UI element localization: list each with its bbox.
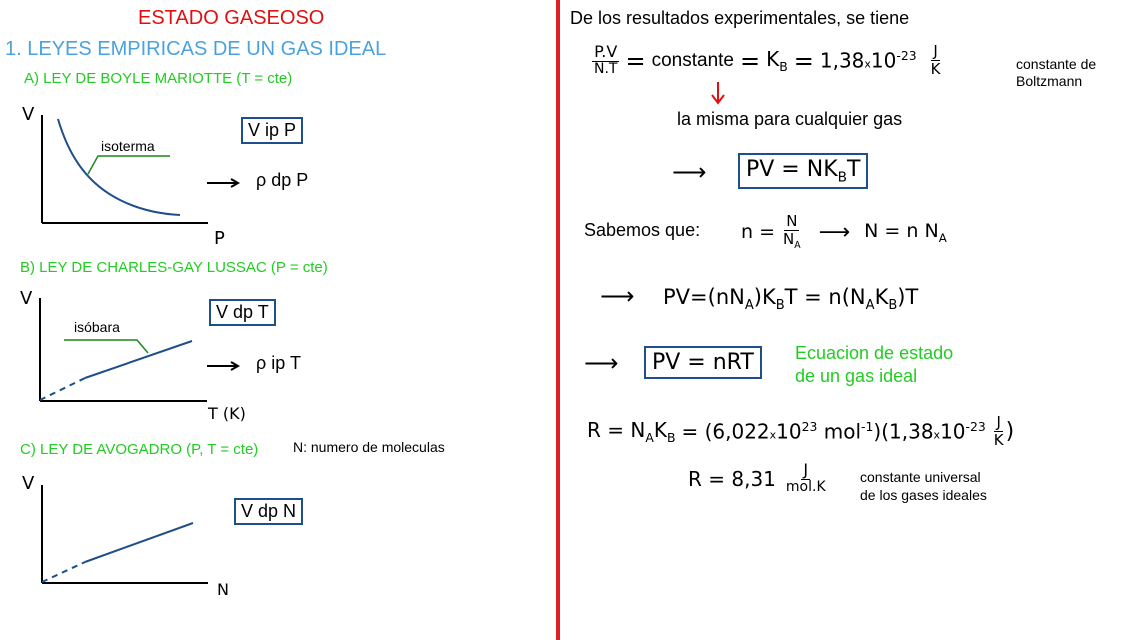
boyle-law-box: V ip P bbox=[241, 117, 303, 144]
boltzmann-note: constante de Boltzmann bbox=[1016, 56, 1097, 89]
isotherm-curve bbox=[58, 119, 180, 215]
charles-axis-y: V bbox=[20, 288, 33, 309]
isobar-line bbox=[85, 341, 192, 378]
avogadro-axis-x: N bbox=[217, 580, 229, 599]
avogadro-law-box: V dp N bbox=[234, 498, 303, 525]
pv-nrt-box: PV = nRT bbox=[644, 346, 762, 379]
boyle-axis-y: V bbox=[22, 104, 35, 125]
rho-symbol: ρ bbox=[256, 353, 267, 373]
r-definition: $R = N_AK_B$ = ($6,022x10^{23}$ $mol^{-1})(1,38x10^{-23}$ $\frac{J}{K}$ ) bbox=[587, 413, 1015, 449]
isobar-pointer bbox=[64, 340, 148, 353]
section-title: 1. LEYES EMPIRICAS DE UN GAS IDEAL bbox=[5, 38, 387, 60]
red-down-arrow bbox=[0, 0, 1, 1]
avogadro-dashed bbox=[42, 562, 85, 582]
n-definition: n = $\frac{N}{N_A}$ ⟶ N = n $N_A$ bbox=[741, 212, 947, 251]
avogadro-note: N: numero de moleculas bbox=[293, 439, 445, 455]
charles-heading: B) LEY DE CHARLES-GAY LUSSAC (P = cte) bbox=[20, 259, 328, 276]
arrow-1: ⟶ bbox=[672, 158, 707, 186]
isotherm-label: isoterma bbox=[101, 138, 155, 154]
charles-rho-relation: ρ ip T bbox=[256, 353, 301, 373]
boyle-heading: A) LEY DE BOYLE MARIOTTE (T = cte) bbox=[24, 70, 293, 87]
r-value: R = 8,31 $\frac{J}{\text{mol.K}}$ bbox=[688, 460, 826, 495]
isotherm-pointer bbox=[88, 156, 170, 174]
boltzmann-equation: $\frac{P.V}{N.T}$ = constante = $K_B$ = $1,38x10^{-23}$ $\frac{J}{K}$ bbox=[594, 42, 941, 78]
charles-axis-x: T (K) bbox=[208, 404, 246, 423]
rho-symbol: ρ bbox=[256, 170, 267, 190]
boyle-axis-x: P bbox=[214, 228, 225, 249]
j-over-k: $\frac{J}{K}$ bbox=[930, 42, 941, 78]
avogadro-line bbox=[85, 523, 193, 562]
page-title: ESTADO GASEOSO bbox=[138, 7, 325, 29]
avogadro-heading: C) LEY DE AVOGADRO (P, T = cte) bbox=[20, 441, 259, 458]
ideal-gas-note: Ecuacion de estado de un gas ideal bbox=[795, 343, 954, 386]
boyle-rho-relation: ρ dp P bbox=[256, 170, 309, 190]
pv-nkbt-box: PV = $NK_BT$ bbox=[738, 153, 868, 189]
arrow-2: ⟶ bbox=[600, 282, 635, 310]
charles-law-box: V dp T bbox=[209, 299, 276, 326]
isobar-dashed bbox=[40, 378, 85, 400]
isobar-label: isóbara bbox=[74, 319, 120, 335]
r-note: constante universal de los gases ideales bbox=[860, 469, 987, 503]
pv-substitution: $PV=(nN_A)K_BT = n(N_AK_B)T$ bbox=[663, 285, 919, 314]
sabemos-label: Sabemos que: bbox=[584, 220, 701, 240]
intro-text: De los resultados experimentales, se tiene bbox=[570, 8, 910, 28]
arrow-3: ⟶ bbox=[584, 349, 619, 377]
column-divider bbox=[556, 0, 560, 640]
pv-over-nt: $\frac{P.V}{N.T}$ bbox=[594, 42, 618, 77]
same-for-all-gases: la misma para cualquier gas bbox=[677, 109, 903, 129]
avogadro-axis-y: V bbox=[22, 473, 35, 494]
